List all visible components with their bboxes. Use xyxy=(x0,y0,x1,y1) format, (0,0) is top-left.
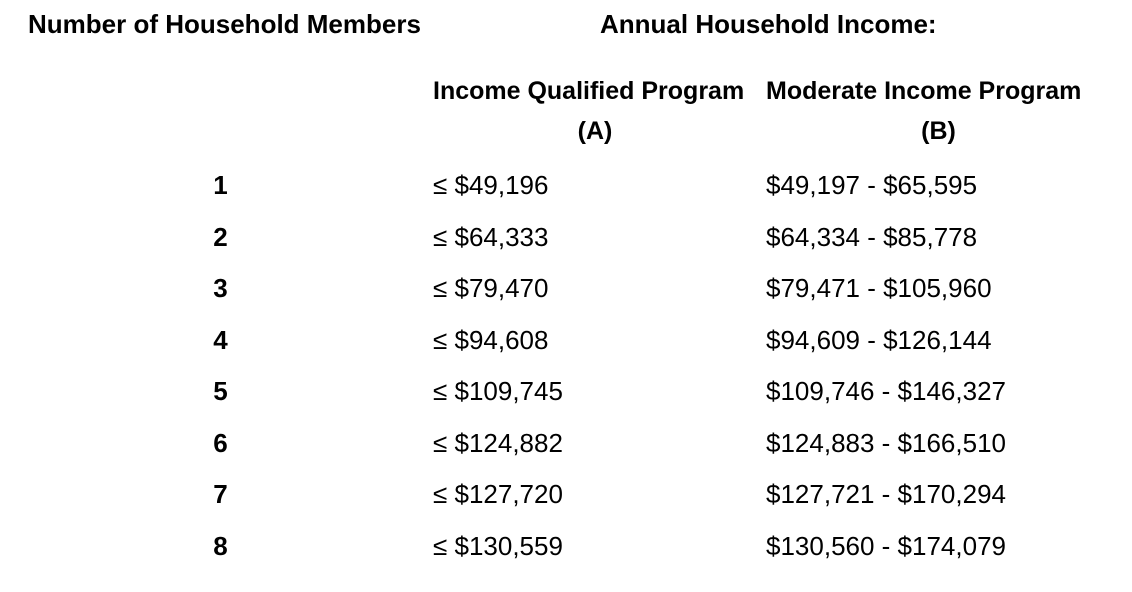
annual-income-title: Annual Household Income: xyxy=(600,9,937,39)
table-row xyxy=(0,366,1132,418)
household-size-value: 8 xyxy=(213,530,228,561)
program-b-label: Moderate Income Program xyxy=(766,77,1082,105)
program-b-value: $127,721 - $170,294 xyxy=(766,479,1006,510)
program-b-value: $109,746 - $146,327 xyxy=(766,376,1006,407)
table-row xyxy=(0,160,1132,212)
program-a-value: ≤ $127,720 xyxy=(433,479,563,510)
column-header-program-b xyxy=(766,76,1111,147)
program-b-value: $49,197 - $65,595 xyxy=(766,170,978,201)
program-b-value: $124,883 - $166,510 xyxy=(766,427,1006,458)
household-size-value: 5 xyxy=(213,376,228,407)
program-a-value: ≤ $124,882 xyxy=(433,427,563,458)
program-a-sublabel: (A) xyxy=(577,117,613,145)
table-row xyxy=(0,263,1132,315)
program-a-value: ≤ $64,333 xyxy=(433,221,549,252)
program-a-value: ≤ $130,559 xyxy=(433,530,563,561)
household-members-title: Number of Household Members xyxy=(28,9,421,39)
program-a-label: Income Qualified Program xyxy=(433,77,745,105)
household-size-value: 7 xyxy=(213,479,228,510)
household-size-value: 3 xyxy=(213,273,228,304)
household-size-value: 6 xyxy=(213,427,228,458)
program-b-value: $79,471 - $105,960 xyxy=(766,273,992,304)
program-a-value: ≤ $49,196 xyxy=(433,170,549,201)
income-table-rows xyxy=(0,160,1132,572)
household-size-value: 4 xyxy=(213,324,228,355)
column-header-program-a xyxy=(433,76,757,147)
program-b-sublabel: (B) xyxy=(921,117,956,145)
table-row xyxy=(0,315,1132,367)
household-size-value: 1 xyxy=(213,170,228,201)
program-a-value: ≤ $79,470 xyxy=(433,273,549,304)
table-row xyxy=(0,212,1132,264)
program-b-value: $64,334 - $85,778 xyxy=(766,221,978,252)
program-b-value: $94,609 - $126,144 xyxy=(766,324,992,355)
table-row xyxy=(0,469,1132,521)
household-size-value: 2 xyxy=(213,221,228,252)
program-a-value: ≤ $109,745 xyxy=(433,376,563,407)
table-row xyxy=(0,418,1132,470)
program-b-value: $130,560 - $174,079 xyxy=(766,530,1006,561)
program-a-value: ≤ $94,608 xyxy=(433,324,549,355)
table-row xyxy=(0,521,1132,573)
